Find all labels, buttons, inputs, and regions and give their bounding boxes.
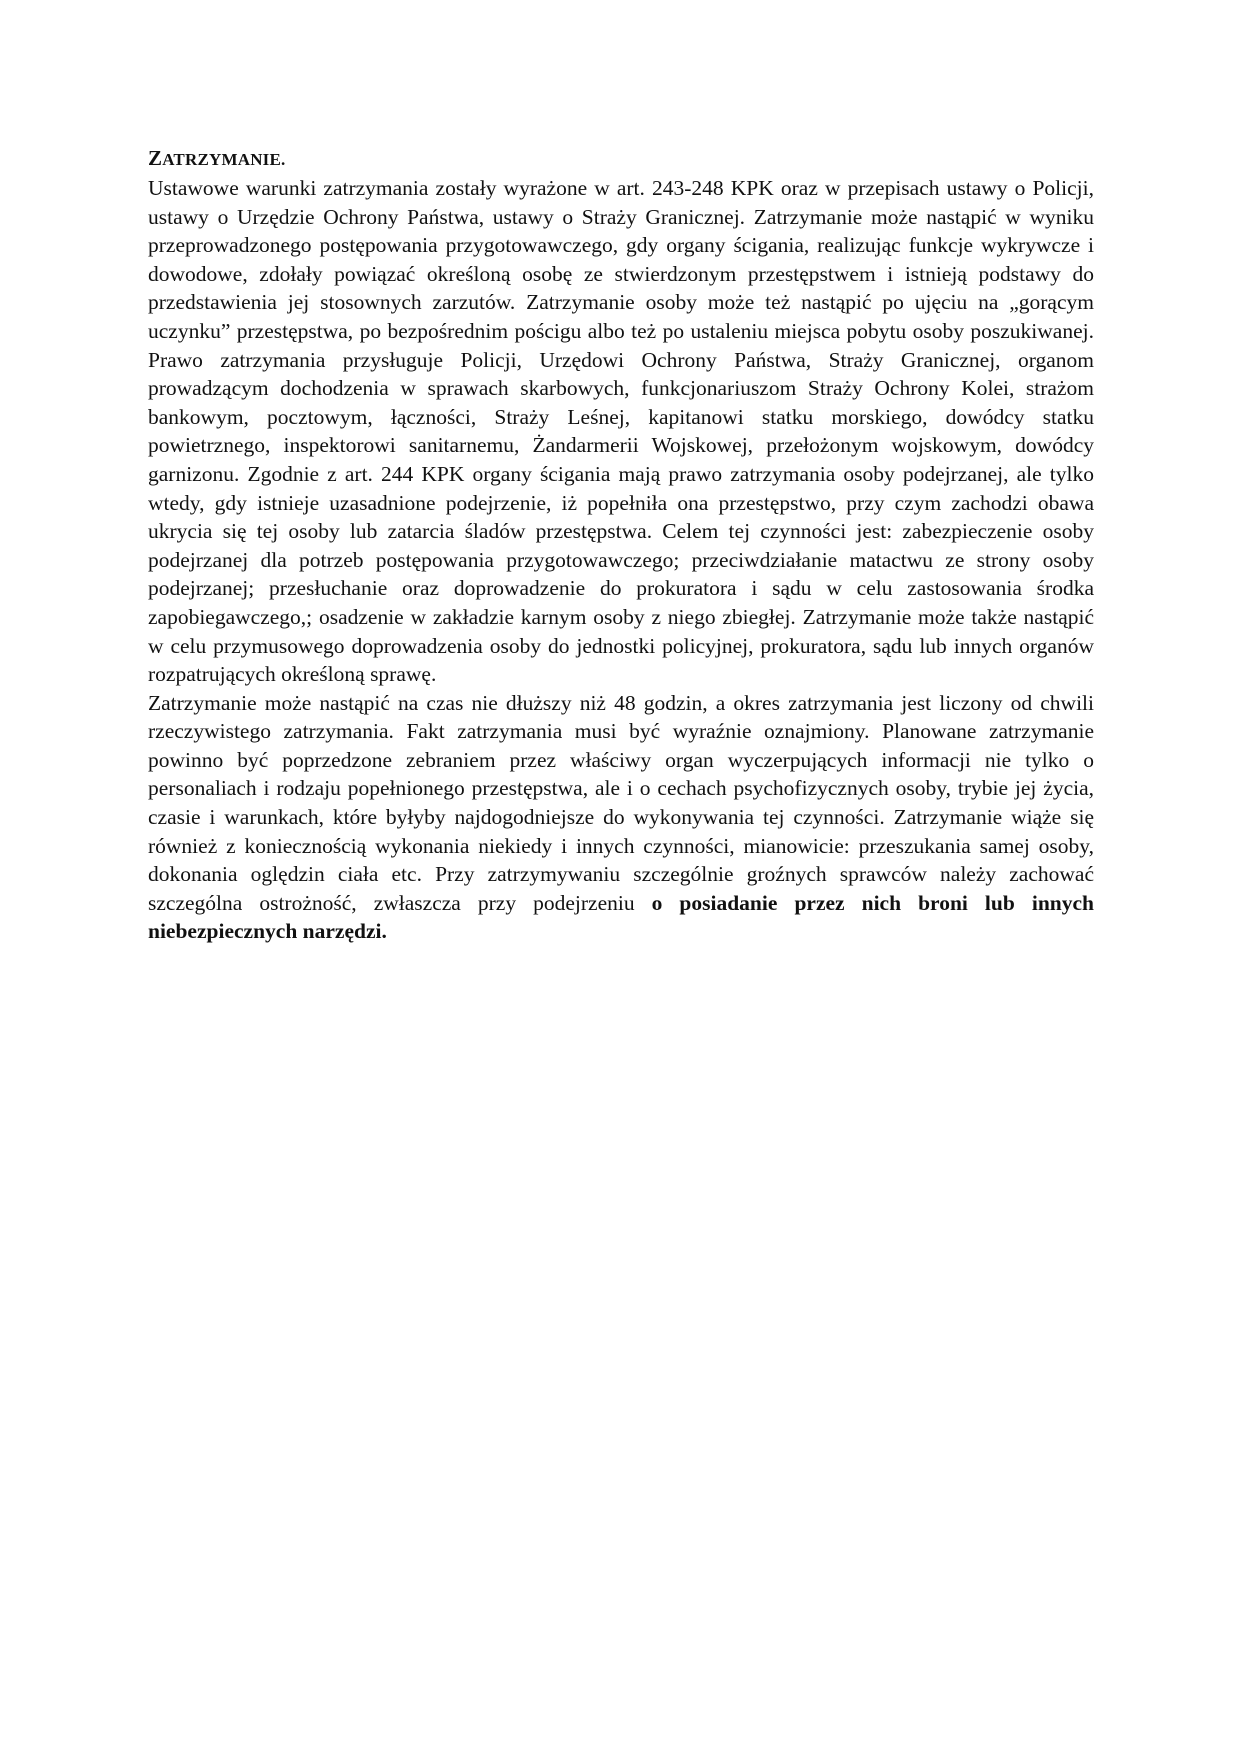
paragraph-2-text: Zatrzymanie może nastąpić na czas nie dłuższy niż 48 godzin, a okres zatrzymania jest liczony od chwili rzeczywistego zatrzymania. Fakt zatrzymania musi być wyraźnie oznajmiony. Planowane zatrzymanie powinno być poprzedzone zebraniem przez właściwy organ wyczerpujących informacji nie tylko o personaliach i rodzaju popełnionego przestępstwa, ale i o cechach psychofizycznych osoby, trybie jej życia, czasie i warunkach, które byłyby najdogodniejsze do wykonywania tej czynności. Zatrzymanie wiąże się również z koniecznością wykonania niekiedy i innych czynności, mianowicie: przeszukania samej osoby, dokonania oględzin ciała etc. Przy zatrzymywaniu szczególnie groźnych sprawców należy zachować szczególna ostrożność, zwłaszcza przy podejrzeniu (148, 690, 1094, 915)
paragraph-2-bold-text: o posiadanie przez nich broni lub innych niebezpiecznych narzędzi. (148, 890, 1094, 944)
paragraph-1: Ustawowe warunki zatrzymania zostały wyrażone w art. 243-248 KPK oraz w przepisach ustawy o Policji, ustawy o Urzędzie Ochrony Państwa, ustawy o Straży Granicznej. Zatrzymanie może nastąpić w wyniku przeprowadzonego postępowania przygotowawczego, gdy organy ścigania, realizując funkcje wykrywcze i dowodowe, zdołały powiązać określoną osobę ze stwierdzonym przestępstwem i istnieją podstawy do przedstawienia jej stosownych zarzutów. Zatrzymanie osoby może też nastąpić po ujęciu na „gorącym uczynku” przestępstwa, po bezpośrednim pościgu albo też po ustaleniu miejsca pobytu osoby poszukiwanej. Prawo zatrzymania przysługuje Policji, Urzędowi Ochrony Państwa, Straży Granicznej, organom prowadzącym dochodzenia w sprawach skarbowych, funkcjonariuszom Straży Ochrony Kolei, strażom bankowym, pocztowym, łączności, Straży Leśnej, kapitanowi statku morskiego, dowódcy statku powietrznego, inspektorowi sanitarnemu, Żandarmerii Wojskowej, przełożonym wojskowym, dowódcy garnizonu. Zgodnie z art. 244 KPK organy ścigania mają prawo zatrzymania osoby podejrzanej, ale tylko wtedy, gdy istnieje uzasadnione podejrzenie, iż popełniła ona przestępstwo, przy czym zachodzi obawa ukrycia się tej osoby lub zatarcia śladów przestępstwa. Celem tej czynności jest: zabezpieczenie osoby podejrzanej dla potrzeb postępowania przygotowawczego; przeciwdziałanie matactwu ze strony osoby podejrzanej; przesłuchanie oraz doprowadzenie do prokuratora i sądu w celu zastosowania środka zapobiegawczego,; osadzenie w zakładzie karnym osoby z niego zbiegłej. Zatrzymanie może także nastąpić w celu przymusowego doprowadzenia osoby do jednostki policyjnej, prokuratora, sądu lub innych organów rozpatrujących określoną sprawę. (148, 176, 1094, 687)
document-heading (148, 146, 1094, 172)
paragraph-2 (148, 689, 1094, 946)
document-body (148, 146, 1094, 946)
heading-initial: Z (148, 146, 163, 170)
heading-rest: ATRZYMANIE. (162, 150, 286, 169)
